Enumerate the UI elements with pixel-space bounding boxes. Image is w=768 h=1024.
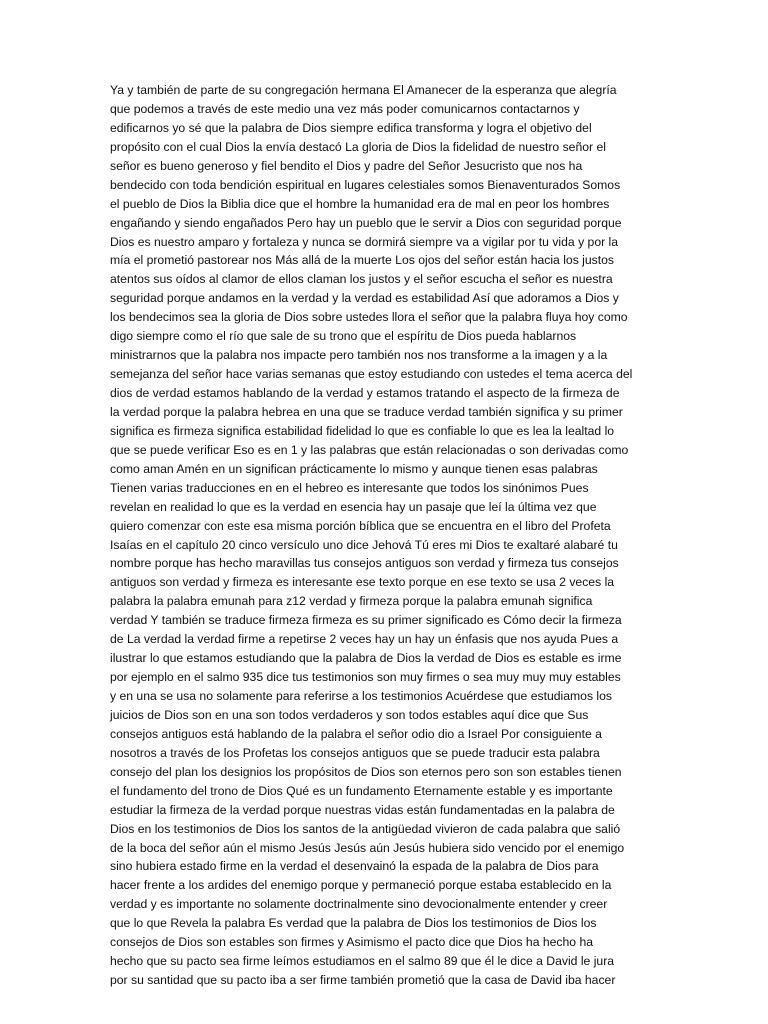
text-line: estudiar la firmeza de la verdad porque nuestras vidas están fundamentadas en la palabra de — [110, 802, 615, 817]
text-line: verdad Y también se traduce firmeza firmeza es su primer significado es Cómo decir la firmeza — [110, 613, 622, 628]
text-line: la verdad porque la palabra hebrea en una que se traduce verdad también significa y su primer — [110, 404, 623, 419]
text-line: los bendecimos sea la gloria de Dios sobre ustedes llora el señor que la palabra fluya hoy como — [110, 310, 628, 325]
text-line: sino hubiera estado firme en la verdad el desenvainó la espada de la palabra de Dios para — [110, 859, 599, 874]
text-line: bendecido con toda bendición espiritual en lugares celestiales somos Bienaventurados Somos — [110, 177, 621, 192]
text-line: Dios en los testimonios de Dios los santos de la antigüedad vivieron de cada palabra que salió — [110, 821, 621, 836]
text-line: quiero comenzar con este esa misma porción bíblica que se encuentra en el libro del Profeta — [110, 518, 611, 533]
text-line: por ejemplo en el salmo 935 dice tus testimonios son muy firmes o sea muy muy muy estables — [110, 670, 621, 685]
text-line: semejanza del señor hace varias semanas que estoy estudiando con ustedes el tema acerca del — [110, 367, 633, 382]
text-line: consejo del plan los designios los propósitos de Dios son eternos pero son son estables tienen — [110, 764, 622, 779]
text-line: hecho que su pacto sea firme leímos estudiamos en el salmo 89 que él le dice a David le jura — [110, 954, 615, 969]
text-line: por su santidad que su pacto iba a ser firme también prometió que la casa de David iba hacer — [110, 973, 616, 988]
text-line: que lo que Revela la palabra Es verdad que la palabra de Dios los testimonios de Dios los — [110, 916, 597, 931]
text-line: antiguos son verdad y firmeza es interesante ese texto porque en ese texto se usa 2 veces la — [110, 575, 615, 590]
text-line: verdad y es importante no solamente doctrinalmente sino devocionalmente entender y creer — [110, 897, 608, 912]
text-line: Ya y también de parte de su congregación hermana El Amanecer de la esperanza que alegría — [110, 83, 617, 97]
text-line: engañando y siendo engañados Pero hay un pueblo que le servir a Dios con seguridad porque — [110, 215, 622, 230]
text-line: ministrarnos que la palabra nos impacte pero también nos nos transforme a la imagen y a la — [110, 348, 608, 363]
text-line: seguridad porque andamos en la verdad y la verdad es estabilidad Así que adoramos a Dios y — [110, 291, 619, 306]
text-line: como aman Amén en un significan prácticamente lo mismo y aunque tienen esas palabras — [110, 461, 598, 476]
text-line: señor es bueno generoso y fiel bendito el Dios y padre del Señor Jesucristo que nos ha — [110, 158, 583, 173]
text-line: propósito con el cual Dios la envía destacó La gloria de Dios la fidelidad de nuestro señor el — [110, 139, 606, 154]
text-line: de la boca del señor aún el mismo Jesús Jesús aún Jesús hubiera sido vencido por el enemigo — [110, 840, 625, 855]
text-line: dios de verdad estamos hablando de la verdad y estamos tratando el aspecto de la firmeza de — [110, 386, 620, 400]
text-line: que podemos a través de este medio una vez más poder comunicarnos contactarnos y — [110, 101, 580, 116]
text-line: edificarnos yo sé que la palabra de Dios siempre edifica transforma y logra el objetivo del — [110, 120, 592, 135]
text-line: consejos de Dios son estables son firmes y Asimismo el pacto dice que Dios ha hecho ha — [110, 935, 594, 950]
text-line: y en una se usa no solamente para referirse a los testimonios Acuérdese que estudiamos los — [110, 689, 613, 703]
text-line: atentos sus oídos al clamor de ellos claman los justos y el señor escucha el señor es nuestra — [110, 272, 613, 287]
text-line: el fundamento del trono de Dios Qué es un fundamento Eternamente estable y es importante — [110, 783, 613, 798]
text-line: nosotros a través de los Profetas los consejos antiguos que se puede traducir esta palabra — [110, 745, 600, 760]
text-line: que se puede verificar Eso es en 1 y las palabras que están relacionadas o son derivadas como — [110, 442, 629, 457]
text-line: revelan en realidad lo que es la verdad en esencia hay un pasaje que leí la última vez que — [110, 499, 597, 514]
text-line: el pueblo de Dios la Biblia dice que el hombre la humanidad era de mal en peor los hombres — [110, 196, 610, 211]
text-line: mía el prometió pastorear nos Más allá de la muerte Los ojos del señor están hacia los justos — [110, 253, 615, 268]
text-line: significa es firmeza significa estabilidad fidelidad lo que es confiable lo que es lea la lealtad lo — [110, 423, 615, 438]
text-line: juicios de Dios son en una son todos verdaderos y son todos estables aquí dice que Sus — [110, 707, 589, 722]
text-line: Dios es nuestro amparo y fortaleza y nunca se dormirá siempre va a vigilar por tu vida y por la — [110, 234, 619, 249]
text-line: hacer frente a los ardides del enemigo porque y permaneció porque estaba establecido en la — [110, 878, 612, 893]
document-body-text — [110, 81, 660, 990]
text-line: de La verdad la verdad firme a repetirse 2 veces hay un hay un énfasis que nos ayuda Pues a — [110, 632, 619, 647]
text-line: Isaías en el capítulo 20 cinco versículo uno dice Jehová Tú eres mi Dios te exaltaré alabaré tu — [110, 537, 618, 552]
text-line: digo siempre como el río que sale de su trono que el espíritu de Dios pueda hablarnos — [110, 329, 577, 344]
text-line: ilustrar lo que estamos estudiando que la palabra de Dios la verdad de Dios es estable es irme — [110, 651, 622, 666]
text-line: consejos antiguos está hablando de la palabra el señor odio dio a Israel Por consiguiente a — [110, 726, 602, 741]
text-line: Tienen varias traducciones en en el hebreo es interesante que todos los sinónimos Pues — [110, 480, 589, 495]
text-line: nombre porque has hecho maravillas tus consejos antiguos son verdad y firmeza tus consejos — [110, 556, 619, 571]
text-line: palabra la palabra emunah para z12 verdad y firmeza porque la palabra emunah significa — [110, 594, 593, 609]
